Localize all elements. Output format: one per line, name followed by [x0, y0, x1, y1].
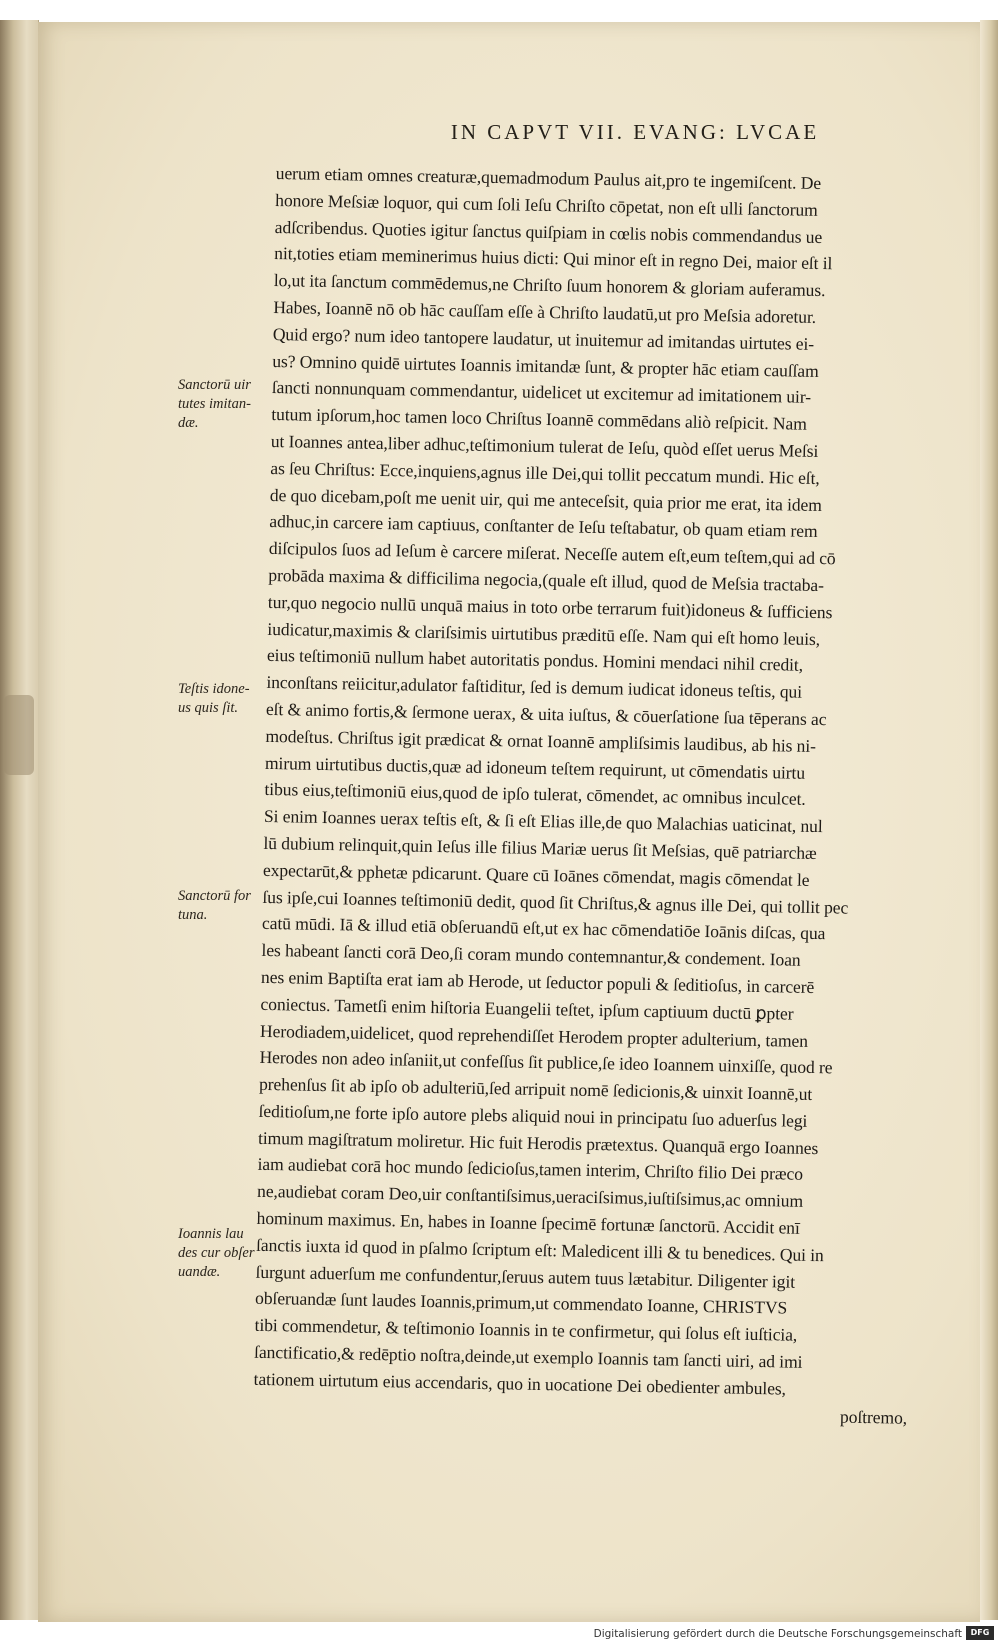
text-line: lū dubium relinquit,quin Ieſus ille filius Mariæ uerus ſit Meſsias, quē patriarchæ [263, 832, 817, 863]
text-line: honore Meſsiæ loquor, qui cum ſoli Ieſu Chriſto cōpetat, non eſt ulli ſanctorum [275, 189, 818, 220]
marginal-note-line: des cur obſer [178, 1245, 255, 1261]
text-line: ſurgunt aduerſum me confundentur,ſeruus autem tuus lætabitur. Diligenter igit [255, 1261, 796, 1292]
text-line: catū mūdi. Iā & illud etiā obſeruandū eſt,ut ex hac cōmendatiōe Ioānis diſcas, qua [261, 913, 826, 944]
text-line: lo,ut ita ſanctum commēdemus,ne Chriſto ſuum honorem & gloriam auferamus. [273, 270, 826, 301]
text-line: modeſtus. Chriſtus igit prædicat & ornat Ioannē ampliſsimis laudibus, ab his ni- [265, 725, 817, 756]
text-line: eius teſtimoniū nullum habet autoritatis pondus. Homini mendaci nihil credit, [266, 645, 804, 676]
text-line: ſus ipſe,cui Ioannes teſtimoniū dedit, quod ſit Chriſtus,& agnus ille Dei, qui tollit pec [262, 886, 849, 918]
marginal-note-line: Sanctorū uir [178, 377, 251, 393]
text-line: ſanctificatio,& redēptio noſtra,deinde,ut exemplo Ioannis tam ſancti uiri, ad imi [253, 1341, 803, 1372]
marginal-note-line: tutes imitan- [178, 396, 251, 412]
text-line: tationem uirtutum eius accendaris, quo in uocatione Dei obedienter ambules, [253, 1368, 787, 1399]
text-line: nes enim Baptiſta erat iam ab Herode, ut ſeductor populi & ſeditioſus, in carcerē [260, 966, 815, 997]
footer-credit: Digitalisierung gefördert durch die Deutsche Forschungsgemeinschaft [593, 1628, 962, 1640]
marginal-note-line: Sanctorū for [178, 888, 251, 904]
marginal-note-line: tuna. [178, 907, 208, 923]
text-line: ſanctis iuxta id quod in pſalmo ſcriptum eſt: Maledicent illi & tu benedices. Qui in [255, 1234, 824, 1266]
text-line: les habeant ſancti corā Deo,ſi coram mundo contemnantur,& condement. Ioan [261, 939, 801, 970]
book-clasp-mark [4, 695, 34, 775]
text-line: timum magiſtratum moliretur. Hic fuit Herodis prætextus. Quanquā ergo Ioannes [257, 1127, 819, 1158]
marginal-note-line: Ioannis lau [178, 1226, 244, 1242]
text-line: adſcribendus. Quoties igitur ſanctus quiſpiam in cœlis nobis commendandus ue [274, 216, 823, 247]
text-line: inconſtans reiicitur,adulator faſtiditur, ſed is demum iudicat idoneus teſtis, qui [266, 672, 803, 702]
book-spine-edge [0, 20, 39, 1620]
marginal-note-sanctorum-fortuna [178, 887, 274, 925]
text-line: iudicatur,maximis & clariſsimis uirtutibus præditū eſſe. Nam qui eſt homo leuis, [267, 618, 821, 649]
marginal-note-testis-idoneus [178, 680, 274, 718]
text-line: as ſeu Chriſtus: Ecce,inquiens,agnus ille Dei,qui tollit peccatum mundi. Hic eſt, [270, 457, 820, 488]
text-line: Herodes non adeo inſaniit,ut confeſſus ſit publice,ſe ideo Ioannem uinxiſſe, quod re [259, 1047, 833, 1078]
marginal-note-line: us quis ſit. [178, 700, 239, 716]
text-line: mirum uirtutibus ductis,quæ ad idoneum teſtem requirunt, ut cōmendatis uirtu [264, 752, 806, 783]
text-line: prehenſus ſit ab ipſo ob adulteriū,ſed arripuit nomē ſedicionis,& uinxit Ioannē,ut [258, 1073, 813, 1105]
text-line: iam audiebat corā hoc mundo ſedicioſus,tamen interim, Chriſto filio Dei præco [257, 1154, 804, 1185]
dfg-logo: DFG [966, 1626, 994, 1640]
text-line: de quo dicebam,poſt me uenit uir, qui me anteceſsit, quia prior me erat, ita idem [269, 484, 823, 515]
text-line: tibi commendetur, & teſtimonio Ioannis in te confirmetur, qui ſolus eſt iuſticia, [254, 1315, 798, 1346]
running-head: IN CAPVT VII. EVANG: LVCAE [450, 120, 820, 144]
text-line: hominum maximus. En, habes in Ioanne ſpecimē fortunæ ſanctorū. Accidit enī [256, 1207, 800, 1238]
text-line: tibus eius,teſtimoniū eius,quod de ipſo tulerat, cōmendet, ac omnibus inculcet. [264, 779, 806, 810]
text-line: Habes, Ioannē nō ob hāc cauſſam eſſe à Chriſto laudatū,ut pro Meſsia adoretur. [273, 296, 817, 327]
marginal-note-ioannis-laudes [178, 1225, 274, 1282]
catchword: poſtremo, [839, 1406, 908, 1428]
text-line: adhuc,in carcere iam captiuus, conſtanter de Ieſu teſtabatur, ob quam etiam rem [269, 511, 818, 542]
text-line: ſeditioſum,ne forte ipſo autore plebs aliquid noui in principatu ſuo aduerſus legi [258, 1100, 808, 1131]
marginal-note-line: uandæ. [178, 1264, 221, 1280]
text-line: uerum etiam omnes creaturæ,quemadmodum Paulus ait,pro te ingemiſcent. De [275, 162, 822, 193]
text-line: nit,toties etiam meminerimus huius dicti: Qui minor eſt in regno Dei, maior eſt il [274, 243, 833, 274]
text-line: Herodiadem,uidelicet, quod reprehendiſſet Herodem propter adulterium, tamen [259, 1020, 809, 1051]
text-line: tutum ipſorum,hoc tamen loco Chriſtus Ioannē commēdans aliò reſpicit. Nam [271, 404, 807, 434]
marginal-note-line: Teſtis idone- [178, 681, 250, 697]
body-text [253, 160, 948, 1432]
marginal-note-line: dæ. [178, 415, 199, 431]
text-line: Quid ergo? num ideo tantopere laudatur, ut inuitemur ad imitandas uirtutes ei- [272, 323, 815, 354]
text-line: eſt & animo fortis,& ſermone uerax, & uita iuſtus, & cōuerſatione ſua tēperans ac [265, 698, 827, 730]
text-line: expectarūt,& pphetæ pdicarunt. Quare cū Ioānes cōmendat, magis cōmendat le [262, 859, 810, 890]
text-line: ut Ioannes antea,liber adhuc,teſtimonium tulerat de Ieſu, quòd eſſet uerus Meſsi [270, 430, 819, 461]
text-line: Si enim Ioannes uerax teſtis eſt, & ſi eſt Elias ille,de quo Malachias uaticinat, nul [263, 806, 823, 837]
text-line: ſancti nonnunquam commendantur, uidelicet ut excitemur ad imitationem uir- [271, 377, 812, 408]
text-line: ne,audiebat coram Deo,uir conſtantiſsimus,ueraciſsimus,iuſtiſsimus,ac omnium [256, 1181, 804, 1212]
page-fore-edge [980, 20, 998, 1620]
text-line: obſeruandæ ſunt laudes Ioannis,primum,ut commendato Ioanne, CHRISTVS [254, 1288, 788, 1319]
text-line: coniectus. Tametſi enim hiſtoria Euangelii teſtet, ipſum captiuum ductū ꝑpter [260, 993, 794, 1024]
text-line: us? Omnino quidē uirtutes Ioannis imitandæ ſunt, & propter hāc etiam cauſſam [272, 350, 819, 381]
text-line: tur,quo negocio nullū unquā maius in toto orbe terrarum fuit)idoneus & ſufficiens [267, 591, 833, 623]
text-line: diſcipulos ſuos ad Ieſum è carcere miſerat. Neceſſe autem eſt,eum teſtem,qui ad cō [268, 538, 836, 569]
marginal-note-sanctorum-virtutes [178, 376, 274, 433]
text-line: probāda maxima & difficilima negocia,(quale eſt illud, quod de Meſsia tractaba- [268, 564, 825, 596]
